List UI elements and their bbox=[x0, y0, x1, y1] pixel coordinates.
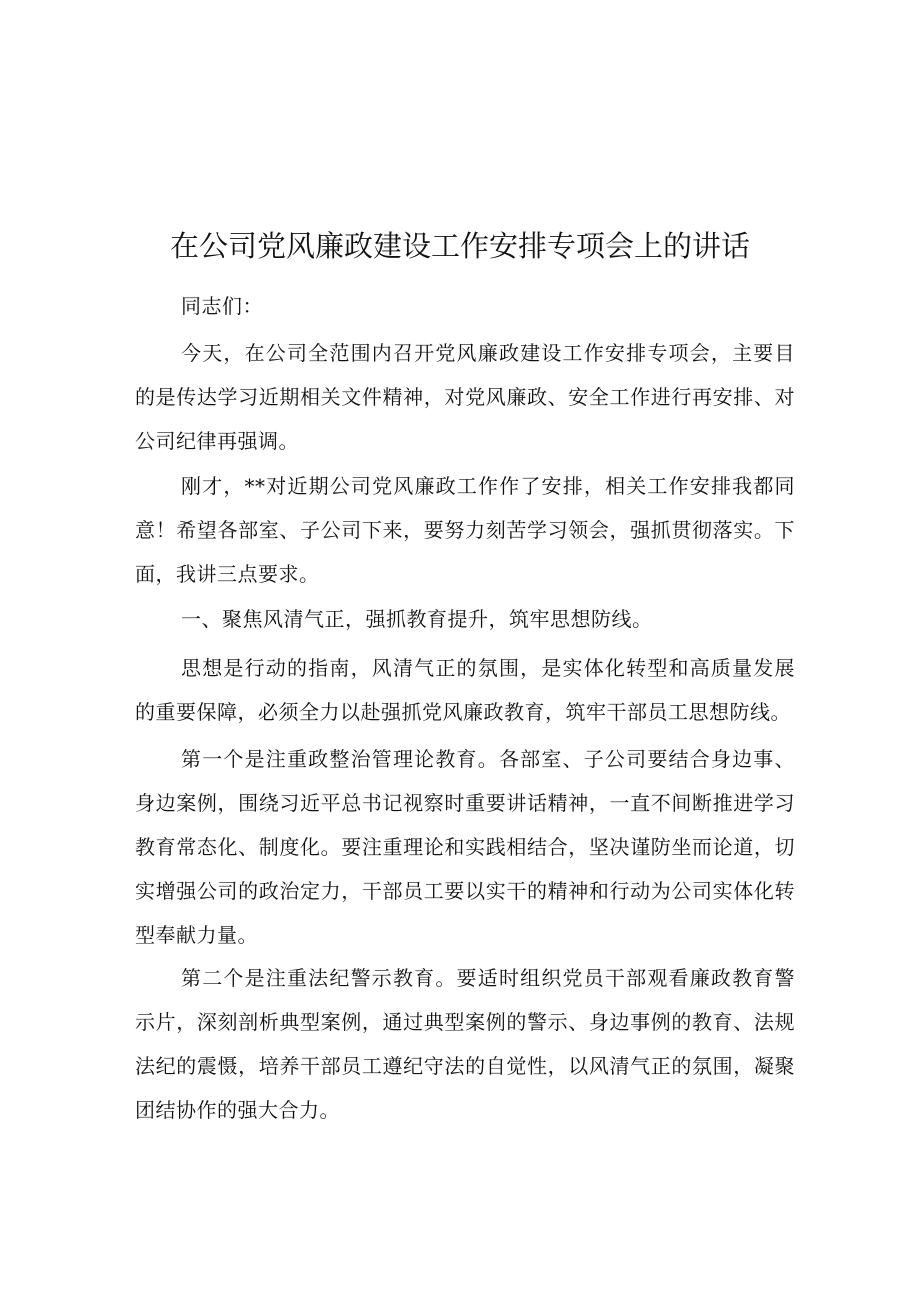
paragraph-section-one-summary: 思想是行动的指南，风清气正的氛围，是实体化转型和高质量发展的重要保障，必须全力以赴强抓党风廉政教育，筑牢干部员工思想防线。 bbox=[135, 656, 795, 724]
paragraph-first-point: 第一个是注重政整治管理论教育。各部室、子公司要结合身边事、身边案例，围绕习近平总书记视察时重要讲话精神，一直不间断推进学习教育常态化、制度化。要注重理论和实践相结合，坚决谨防坐而论道，切实增强公司的政治定力，干部员工要以实干的精神和行动为公司实体化转型奉献力量。 bbox=[135, 747, 795, 947]
paragraph-second-point: 第二个是注重法纪警示教育。要适时组织党员干部观看廉政教育警示片，深刻剖析典型案例，通过典型案例的警示、身边事例的教育、法规法纪的震慑，培养干部员工遵纪守法的自觉性，以风清气正的氛围，凝聚团结协作的强大合力。 bbox=[135, 966, 795, 1122]
paragraph-introduction: 刚才，**对近期公司党风廉政工作作了安排，相关工作安排我都同意！希望各部室、子公司下来，要努力刻苦学习领会，强抓贯彻落实。下面，我讲三点要求。 bbox=[135, 474, 795, 586]
paragraph-opening: 今天，在公司全范围内召开党风廉政建设工作安排专项会，主要目的是传达学习近期相关文件精神，对党风廉政、安全工作进行再安排、对公司纪律再强调。 bbox=[135, 341, 795, 453]
document-title: 在公司党风廉政建设工作安排专项会上的讲话 bbox=[169, 229, 750, 263]
section-heading-one: 一、聚焦风清气正，强抓教育提升，筑牢思想防线。 bbox=[181, 607, 653, 631]
paragraph-salutation: 同志们： bbox=[181, 294, 263, 318]
